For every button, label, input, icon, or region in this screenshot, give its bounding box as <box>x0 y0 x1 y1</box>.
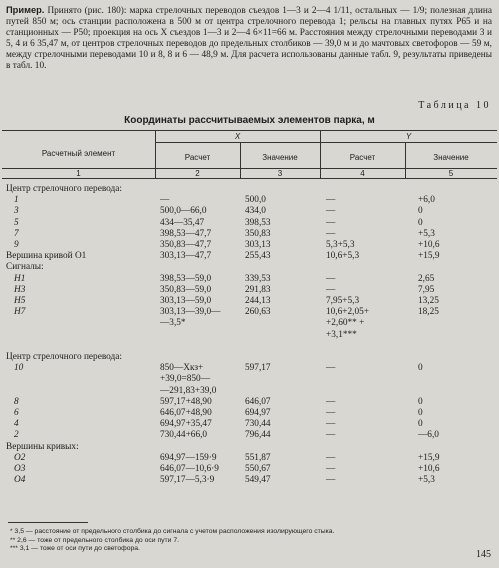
row-element: H5 <box>14 296 26 306</box>
row-y-calc: — <box>326 419 336 430</box>
row-element: Вершина кривой О1 <box>6 251 87 262</box>
row-x-value: 730,44 <box>245 419 271 430</box>
row-y-value: 0 <box>418 408 423 418</box>
table-top-rule <box>2 130 497 131</box>
row-x-value: 255,43 <box>245 251 271 262</box>
table-row <box>0 341 499 352</box>
row-element: 3 <box>14 206 19 217</box>
row-y-calc: — <box>326 475 336 486</box>
row-x-calc: 350,83—47,7 <box>160 240 212 250</box>
row-element: Вершины кривых: <box>6 441 79 452</box>
table-row <box>0 262 499 273</box>
row-element: О3 <box>14 464 26 474</box>
row-element: 9 <box>14 240 19 250</box>
row-x-value: 646,07 <box>245 396 271 407</box>
row-element: О2 <box>14 452 26 463</box>
header-x-calc: Расчет <box>184 153 211 162</box>
row-y-value: 0 <box>418 206 423 217</box>
row-element: 5 <box>14 217 19 228</box>
row-x-value: 549,47 <box>245 475 271 486</box>
table-title: Координаты рассчитываемых элементов парка, м <box>124 115 375 126</box>
table-row <box>0 386 499 397</box>
row-y-calc: +2,60** + <box>326 318 365 329</box>
header-bottom-rule <box>2 178 497 179</box>
table-row <box>0 475 499 486</box>
row-element: 8 <box>14 396 19 407</box>
table-row <box>0 251 499 262</box>
table-row <box>0 464 499 475</box>
row-y-calc: +3,1*** <box>326 329 357 340</box>
table-row <box>0 408 499 419</box>
table-row <box>0 430 499 441</box>
col-number-4: 4 <box>360 169 365 178</box>
table-row <box>0 318 499 329</box>
row-y-calc: — <box>326 284 336 295</box>
row-y-calc: — <box>326 396 336 407</box>
row-x-calc: —291,83+39,0 <box>160 385 217 396</box>
row-x-value: 551,87 <box>245 452 271 463</box>
row-x-value: 398,53 <box>245 217 271 228</box>
table-row <box>0 453 499 464</box>
row-x-calc: 398,53—59,0 <box>160 273 212 284</box>
table-row <box>0 195 499 206</box>
row-y-calc: — <box>326 217 336 228</box>
row-y-calc: 5,3+5,3 <box>326 240 355 250</box>
row-y-value: +5,3 <box>418 228 435 239</box>
row-x-calc: 398,53—47,7 <box>160 228 212 239</box>
page-number: 145 <box>476 549 491 560</box>
row-x-value: 339,53 <box>245 273 271 284</box>
row-element: Сигналы: <box>6 262 44 273</box>
table-row <box>0 240 499 251</box>
row-y-value: —6,0 <box>418 430 439 441</box>
row-y-value: +6,0 <box>418 195 435 206</box>
header-x-value: Значение <box>262 153 298 162</box>
table-row <box>0 307 499 318</box>
col-number-2: 2 <box>195 169 200 178</box>
row-y-value: 0 <box>418 396 423 407</box>
table-row <box>0 229 499 240</box>
row-y-calc: — <box>326 228 336 239</box>
row-x-calc: 730,44+66,0 <box>160 430 208 441</box>
header-x: X <box>234 132 241 141</box>
row-x-value: 694,97 <box>245 408 271 418</box>
row-element: H7 <box>14 307 26 318</box>
row-y-calc: 7,95+5,3 <box>326 296 360 306</box>
row-y-calc: 10,6+5,3 <box>326 251 360 262</box>
table-row <box>0 274 499 285</box>
row-x-value: 260,63 <box>245 307 271 318</box>
row-element: H3 <box>14 284 26 295</box>
row-element: 7 <box>14 228 19 239</box>
row-x-value: 500,0 <box>245 195 266 206</box>
table-row <box>0 419 499 430</box>
table-row <box>0 442 499 453</box>
row-y-calc: — <box>326 195 336 206</box>
row-y-value: 0 <box>418 217 423 228</box>
row-x-calc: 694,97+35,47 <box>160 419 212 430</box>
row-y-value: 18,25 <box>418 307 439 318</box>
header-element: Расчетный элемент <box>41 149 116 158</box>
row-element: Центр стрелочного перевода: <box>6 184 122 194</box>
row-element: Центр стрелочного перевода: <box>6 352 122 362</box>
footnote-3: *** 3,1 — тоже от оси пути до светофора. <box>10 545 140 552</box>
row-element: 10 <box>14 363 24 374</box>
table-row <box>0 184 499 195</box>
row-element: H1 <box>14 273 26 284</box>
row-y-value: 2,65 <box>418 273 435 284</box>
example-text: Принято (рис. 180): марка стрелочных переводов съездов 1—3 и 2—4 1/11, остальных — 1/9; полезная длина путей 850 м; ось станции расположена в 500 м от центра стрелочного перевода 1; рельсы на главных путях Р65 и на станционных — Р50; проекция на ось X съездов 1—3 и 2—4 6×11=66 м. Расстояния между стрелочными переводами 3 и 5, 4 и 6 35,47 м, от центров стрелочных переводов до предельных столбиков — 39,0 м и до мачтовых светофоров — 59 м, между стрелочными переводами 10 и 8, 8 и 6 — 48,9 м. Для расчета использованы данные табл. 9, результаты приведены в табл. 10. <box>6 6 492 72</box>
row-x-calc: — <box>160 195 170 206</box>
intro-paragraph <box>6 5 492 73</box>
row-y-value: +15,9 <box>418 452 440 463</box>
row-y-calc: 10,6+2,05+ <box>326 307 370 318</box>
footnote-2: ** 2,6 — тоже от предельного столбика до оси пути 7. <box>10 536 179 544</box>
row-x-calc: 434—35,47 <box>160 217 205 228</box>
header-y-value: Значение <box>433 153 469 162</box>
row-x-value: 597,17 <box>245 363 271 374</box>
row-x-calc: 303,13—59,0 <box>160 296 212 306</box>
row-x-calc: 646,07+48,90 <box>160 408 212 418</box>
row-x-value: 350,83 <box>245 228 271 239</box>
row-element: 4 <box>14 419 19 430</box>
footnotes <box>10 528 450 554</box>
footnote-1: * 3,5 — расстояние от предельного столбика до сигнала с учетом расположения изолирующего стыка. <box>10 528 335 535</box>
row-y-value: 7,95 <box>418 284 435 295</box>
table-row <box>0 363 499 374</box>
row-x-calc: —3,5* <box>160 318 186 329</box>
row-x-calc: 597,17+48,90 <box>160 396 212 407</box>
row-x-value: 434,0 <box>245 206 266 217</box>
row-y-calc: — <box>326 452 336 463</box>
row-x-value: 291,83 <box>245 284 271 295</box>
row-y-calc: — <box>326 464 336 474</box>
row-x-calc: 646,07—10,6·9 <box>160 464 219 474</box>
table-row <box>0 330 499 341</box>
row-x-calc: 303,13—47,7 <box>160 251 212 262</box>
row-x-value: 244,13 <box>245 296 271 306</box>
table-row <box>0 296 499 307</box>
row-y-calc: — <box>326 273 336 284</box>
row-x-calc: 597,17—5,3·9 <box>160 475 215 486</box>
col-number-1: 1 <box>76 169 81 178</box>
row-x-value: 303,13 <box>245 240 271 250</box>
row-x-calc: +39,0=850— <box>160 374 210 385</box>
row-element: 1 <box>14 195 19 206</box>
table-row <box>0 374 499 385</box>
row-y-value: +5,3 <box>418 475 435 486</box>
row-element: 6 <box>14 408 19 418</box>
row-y-value: 0 <box>418 363 423 374</box>
row-y-value: +10,6 <box>418 464 440 474</box>
row-x-calc: 850—Хкз+ <box>160 363 204 374</box>
example-label: Пример. <box>6 5 45 15</box>
subheader-rule <box>155 142 497 143</box>
header-y-calc: Расчет <box>349 153 376 162</box>
table-row <box>0 206 499 217</box>
row-x-value: 796,44 <box>245 430 271 441</box>
table-row <box>0 285 499 296</box>
row-y-calc: — <box>326 408 336 418</box>
row-y-value: 13,25 <box>418 296 439 306</box>
row-y-value: +10,6 <box>418 240 440 250</box>
row-element: О4 <box>14 475 26 486</box>
row-x-value: 550,67 <box>245 464 271 474</box>
row-x-calc: 350,83—59,0 <box>160 284 212 295</box>
row-y-value: +15,9 <box>418 251 440 262</box>
col-number-3: 3 <box>277 169 283 178</box>
footnote-rule <box>8 522 88 523</box>
table-row <box>0 218 499 229</box>
table-row <box>0 397 499 408</box>
col-number-5: 5 <box>448 169 454 178</box>
row-element: 2 <box>14 430 19 441</box>
row-y-value: 0 <box>418 419 423 430</box>
row-x-calc: 303,13—39,0— <box>160 307 221 318</box>
row-x-calc: 500,0—66,0 <box>160 206 207 217</box>
row-y-calc: — <box>326 206 336 217</box>
table-row <box>0 352 499 363</box>
row-x-calc: 694,97—159·9 <box>160 452 217 463</box>
row-y-calc: — <box>326 363 336 374</box>
row-y-calc: — <box>326 430 336 441</box>
header-y: Y <box>405 132 412 141</box>
table-number: Таблица 10 <box>418 100 491 111</box>
